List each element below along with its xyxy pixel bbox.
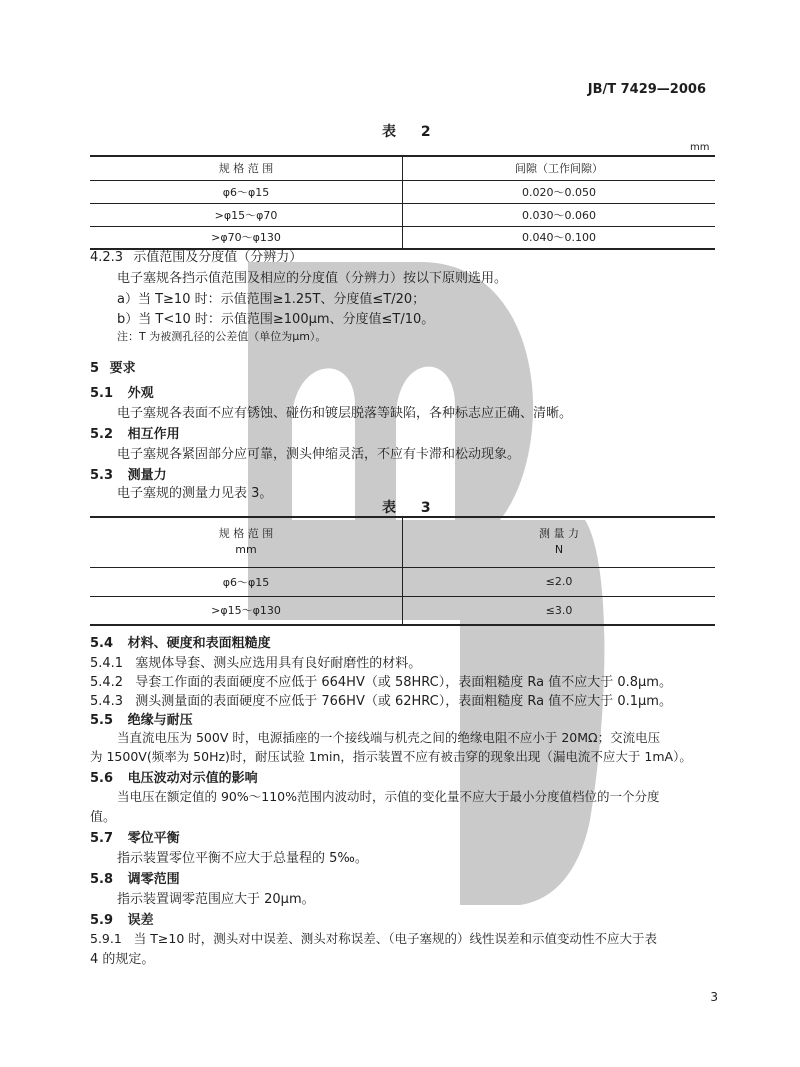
section-5-6-line2: 值。 [90,810,117,825]
section-title: 零位平衡 [127,831,180,846]
table2-caption: 表 2 [382,124,441,140]
section-5-8-heading [90,868,180,887]
section-title: 外观 [127,386,154,401]
section-5-heading [90,357,136,376]
section-number: 5.8 [90,872,114,887]
table3-cell: ≤2.0 [403,567,716,596]
section-title: 调零范围 [127,872,180,887]
section-title: 电压波动对示值的影响 [127,771,258,786]
section-number: 5 [90,361,100,376]
section-5-4-3 [90,690,672,709]
section-number: 5.2 [90,427,114,442]
table2-header-spec: 规 格 范 围 [90,156,403,180]
section-title: 相互作用 [127,427,180,442]
section-title: 示值范围及分度值（分辨力） [133,250,303,265]
section-text: 塞规体导套、测头应选用具有良好耐磨性的材料。 [135,656,422,671]
section-4-2-3-item-a: a）当 T≥10 时：示值范围≥1.25T、分度值≤T/20； [117,292,426,307]
section-text: 测头测量面的表面硬度不应低于 766HV（或 62HRC），表面粗糙度 Ra 值不应大于 0.1μm。 [135,694,672,709]
section-4-2-3-note: 注：T 为被测孔径的公差值（单位为μm）。 [117,330,327,343]
section-4-2-3-intro: 电子塞规各挡示值范围及相应的分度值（分辨力）按以下原则选用。 [117,271,508,286]
table-row [90,203,715,226]
standard-number: JB/T 7429—2006 [587,82,706,97]
section-5-5-line2: 为 1500V(频率为 50Hz)时，耐压试验 1min，指示装置不应有被击穿的现象出现（漏电流不应大于 1mA）。 [90,749,692,764]
section-number: 5.4 [90,636,114,651]
section-5-9-heading [90,909,154,928]
section-number: 5.9 [90,913,114,928]
section-number: 5.9.1 [90,931,122,946]
table2-cell: >φ70～φ130 [90,226,403,249]
section-title: 要求 [109,361,136,376]
section-5-9-1-line2: 4 的规定。 [90,952,155,967]
section-number: 5.3 [90,468,114,483]
table-row [90,596,715,625]
section-text: 导套工作面的表面硬度不应低于 664HV（或 58HRC），表面粗糙度 Ra 值不应大于 0.8μm。 [135,675,672,690]
table2-cell: 0.030～0.060 [403,203,716,226]
table3-cell: >φ15～φ130 [90,596,403,625]
section-title: 测量力 [127,468,167,483]
table2 [90,155,715,250]
section-5-3-heading [90,464,167,483]
section-title: 绝缘与耐压 [127,713,193,728]
section-5-6-line1: 当电压在额定值的 90%～110%范围内波动时，示值的变化量不应大于最小分度值档位的一个分度 [117,789,660,804]
table3-header-spec [90,517,403,567]
table3-header-spec-unit: mm [235,543,257,557]
section-5-7-text: 指示装置零位平衡不应大于总量程的 5‰。 [117,851,368,866]
table3-header-force [403,517,716,567]
table2-cell: φ6～φ15 [90,180,403,203]
section-number: 5.1 [90,386,114,401]
section-5-5-heading [90,709,193,728]
section-number: 5.6 [90,771,114,786]
section-5-1-text: 电子塞规各表面不应有锈蚀、碰伤和镀层脱落等缺陷，各种标志应正确、清晰。 [117,406,573,421]
section-number: 4.2.3 [90,250,124,265]
section-4-2-3-heading [90,246,302,265]
table-row [90,567,715,596]
table2-cell: 0.020～0.050 [403,180,716,203]
section-title: 误差 [127,913,154,928]
table3-header-force-label: 测 量 力 [539,527,579,541]
section-5-2-heading [90,423,180,442]
section-5-2-text: 电子塞规各紧固部分应可靠，测头伸缩灵活，不应有卡滞和松动现象。 [117,447,521,462]
table2-header-gap: 间隙（工作间隙） [403,156,716,180]
section-5-5-line1: 当直流电压为 500V 时，电源插座的一个接线端与机壳之间的绝缘电阻不应小于 20MΩ；交流电压 [117,730,661,745]
table3-caption: 表 3 [382,500,441,516]
section-5-3-text: 电子塞规的测量力见表 3。 [117,486,273,501]
section-text: 当 T≥10 时，测头对中误差、测头对称误差、（电子塞规的）线性误差和示值变动性不应大于表 [133,931,658,946]
section-5-6-heading [90,767,258,786]
table3-header-spec-label: 规 格 范 围 [218,527,274,541]
section-5-4-1 [90,652,421,671]
table3-cell: ≤3.0 [403,596,716,625]
table2-header-row [90,156,715,180]
section-5-1-heading [90,382,154,401]
table2-cell: >φ15～φ70 [90,203,403,226]
table3 [90,516,715,626]
section-5-7-heading [90,827,180,846]
page-number: 3 [710,990,718,1004]
table3-header-force-unit: N [554,543,564,557]
section-5-9-1 [90,929,657,947]
section-number: 5.4.1 [90,656,124,671]
table3-cell: φ6～φ15 [90,567,403,596]
section-number: 5.5 [90,713,114,728]
section-number: 5.4.2 [90,675,124,690]
table2-unit: mm [690,142,710,153]
table2-cell: 0.040～0.100 [403,226,716,249]
section-number: 5.7 [90,831,114,846]
section-5-4-2 [90,671,672,690]
section-5-8-text: 指示装置调零范围应大于 20μm。 [117,892,315,907]
table3-header-row [90,517,715,567]
section-5-4-heading [90,632,271,651]
section-number: 5.4.3 [90,694,124,709]
section-title: 材料、硬度和表面粗糙度 [127,636,271,651]
section-4-2-3-item-b: b）当 T<10 时：示值范围≥100μm、分度值≤T/10。 [117,312,435,327]
table-row [90,180,715,203]
